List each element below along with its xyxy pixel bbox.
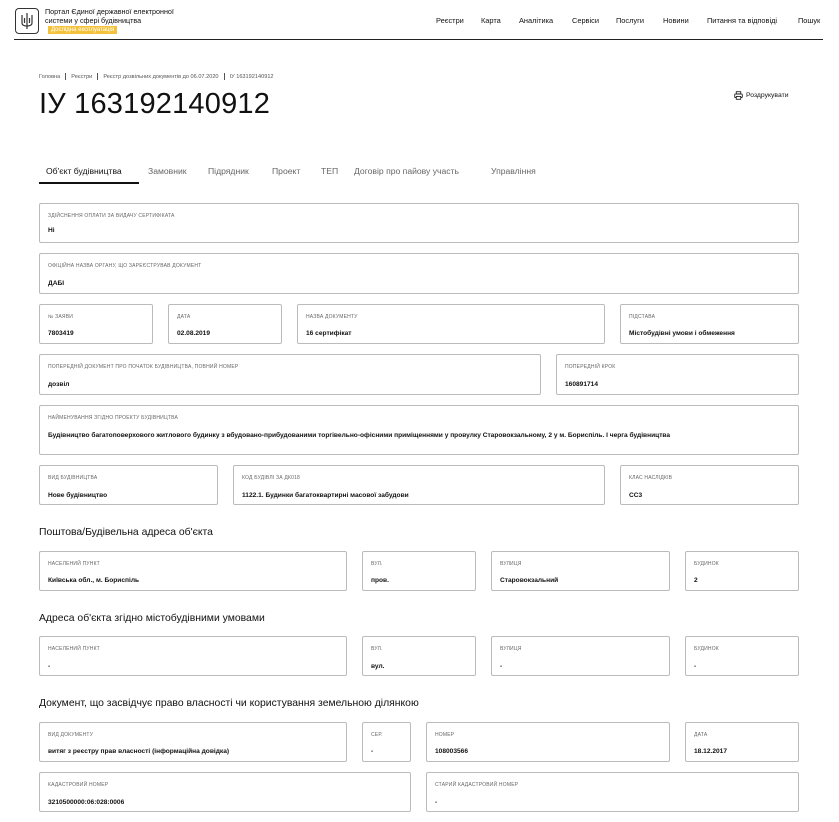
field-label: КАДАСТРОВИЙ НОМЕР [48, 782, 109, 788]
field-value: 16 сертифікат [306, 330, 352, 337]
nav-services-paid[interactable]: Послуги [616, 16, 644, 25]
field-basis [620, 304, 799, 344]
site-header [0, 0, 839, 40]
field-prev-step [556, 354, 799, 395]
nav-analytics[interactable]: Аналітика [519, 16, 554, 25]
field-dk-code [233, 465, 605, 505]
field-label: СТАРИЙ КАДАСТРОВИЙ НОМЕР [435, 782, 519, 788]
field-value: вул. [371, 663, 385, 670]
nav-news[interactable]: Новини [663, 16, 689, 25]
field-label: ПОПЕРЕДНІЙ ДОКУМЕНТ ПРО ПОЧАТОК БУДІВНИЦТВА, ПОВНИЙ НОМЕР [48, 364, 239, 370]
field-label: ДАТА [694, 732, 708, 738]
tab-management[interactable]: Управління [491, 166, 536, 176]
field-build-type [39, 465, 218, 505]
field-doc-name [297, 304, 605, 344]
portal-name-text: Портал Єдиної державної електронної системи у сфері будівництва [45, 7, 174, 25]
field-cond-building [685, 636, 799, 676]
field-label: СЕР. [371, 732, 383, 738]
active-tab-indicator [39, 182, 139, 184]
field-value: Київська обл., м. Бориспіль [48, 577, 140, 584]
section-title-postal: Поштова/Будівельна адреса об'єкта [39, 527, 213, 538]
field-land-series [362, 722, 411, 762]
section-title-land: Документ, що засвідчує право власності чи користування земельною ділянкою [39, 698, 419, 709]
field-label: НАЙМЕНУВАННЯ ЗГІДНО ПРОЕКТУ БУДІВНИЦТВА [48, 415, 179, 421]
field-value: Будівництво багатоповерхового житлового будинку з вбудовано-прибудованими торгівельно-офісними приміщеннями у провулку Старовокзальному, 2 у м. Бориспіль. І черга будівництва [48, 432, 671, 439]
header-divider [14, 39, 823, 40]
field-value: Нове будівництво [48, 492, 108, 499]
printer-icon [734, 91, 743, 100]
field-label: ВИД БУДІВНИЦТВА [48, 475, 98, 481]
field-label: ВУЛ. [371, 561, 383, 567]
field-cond-settlement [39, 636, 347, 676]
field-label: ПІДСТАВА [629, 314, 656, 320]
breadcrumb-separator [97, 73, 98, 80]
tab-contractor[interactable]: Підрядник [208, 166, 249, 176]
tab-shared-contract[interactable]: Договір про пайову участь [354, 166, 460, 176]
field-label: КЛАС НАСЛІДКІВ [629, 475, 673, 481]
field-prev-doc [39, 354, 541, 395]
field-cond-street-type [362, 636, 476, 676]
field-postal-street [491, 551, 670, 591]
tab-object[interactable]: Об'єкт будівництва [46, 166, 122, 176]
field-label: ВУЛИЦЯ [500, 646, 522, 652]
field-value: Містобудівні умови і обмеження [629, 330, 735, 337]
tab-project[interactable]: Проект [272, 166, 301, 176]
nav-faq[interactable]: Питання та відповіді [707, 16, 778, 25]
field-label: ПОПЕРЕДНІЙ КРОК [565, 364, 616, 370]
breadcrumb [39, 73, 274, 80]
print-button[interactable] [734, 91, 789, 100]
field-label: БУДИНОК [694, 561, 719, 567]
breadcrumb-separator [65, 73, 66, 80]
field-value: 2 [694, 577, 698, 584]
breadcrumb-home[interactable]: Головна [39, 73, 61, 80]
field-postal-settlement [39, 551, 347, 591]
field-value: СС3 [629, 492, 643, 499]
field-value: Старовокзальний [500, 577, 559, 584]
print-label: Роздрукувати [746, 92, 789, 99]
field-label: НОМЕР [435, 732, 455, 738]
field-old-cadastral [426, 772, 799, 812]
field-date [168, 304, 282, 344]
field-value: 3210500000:06:028:0006 [48, 799, 125, 806]
field-label: КОД БУДІВЛІ ЗА ДК018 [242, 475, 301, 481]
field-cc-class [620, 465, 799, 505]
field-label: НАЗВА ДОКУМЕНТУ [306, 314, 358, 320]
field-label: ДАТА [177, 314, 191, 320]
field-value: 1122.1. Будинки багатоквартирні масової забудови [242, 492, 409, 499]
field-label: НАСЕЛЕНИЙ ПУНКТ [48, 646, 100, 652]
field-app-number [39, 304, 153, 344]
field-value: Ні [48, 227, 55, 234]
beta-badge: Дослідна експлуатація [48, 26, 117, 34]
field-authority [39, 253, 799, 294]
field-value: ДАБІ [48, 280, 65, 287]
field-value: 02.08.2019 [177, 330, 211, 337]
field-payment [39, 203, 799, 243]
field-cadastral [39, 772, 411, 812]
nav-search[interactable]: Пошук [798, 16, 821, 25]
field-project-name [39, 405, 799, 455]
breadcrumb-registries[interactable]: Реєстри [71, 73, 93, 80]
field-label: ЗДІЙСНЕННЯ ОПЛАТИ ЗА ВИДАЧУ СЕРТИФІКАТА [48, 213, 175, 219]
field-value: - [371, 748, 374, 755]
breadcrumb-separator [224, 73, 225, 80]
tab-tep[interactable]: ТЕП [321, 166, 339, 176]
field-value: дозвіл [48, 381, 70, 388]
breadcrumb-current: ІУ 163192140912 [229, 73, 274, 80]
field-postal-street-type [362, 551, 476, 591]
field-value: пров. [371, 577, 389, 584]
field-value: - [435, 799, 438, 806]
field-value: витяг з реєстру прав власності (інформаційна довідка) [48, 748, 230, 755]
field-label: ВИД ДОКУМЕНТУ [48, 732, 94, 738]
nav-map[interactable]: Карта [481, 16, 501, 25]
field-value: - [500, 663, 503, 670]
page-title: ІУ 163192140912 [39, 88, 271, 120]
field-value: 108003566 [435, 748, 469, 755]
nav-registries[interactable]: Реєстри [436, 16, 464, 25]
field-land-number [426, 722, 670, 762]
field-value: 160891714 [565, 381, 599, 388]
section-title-conditions: Адреса об'єкта згідно містобудівними умовами [39, 613, 265, 624]
field-value: - [48, 663, 51, 670]
field-land-date [685, 722, 799, 762]
field-value: 7803419 [48, 330, 74, 337]
field-value: 18.12.2017 [694, 748, 728, 755]
field-label: ВУЛ. [371, 646, 383, 652]
field-value: - [694, 663, 697, 670]
field-label: № ЗАЯВИ [48, 314, 74, 320]
field-label: ВУЛИЦЯ [500, 561, 522, 567]
field-postal-building [685, 551, 799, 591]
nav-services[interactable]: Сервіси [572, 16, 599, 25]
field-label: НАСЕЛЕНИЙ ПУНКТ [48, 561, 100, 567]
field-label: ОФІЦІЙНА НАЗВА ОРГАНУ, ЩО ЗАРЕЄСТРУВАВ ДОКУМЕНТ [48, 263, 202, 269]
field-label: БУДИНОК [694, 646, 719, 652]
field-cond-street [491, 636, 670, 676]
field-land-doc-type [39, 722, 347, 762]
breadcrumb-registry[interactable]: Реєстр дозвільних документів до 06.07.2020 [103, 73, 219, 80]
tab-customer[interactable]: Замовник [148, 166, 187, 176]
main-nav [0, 16, 839, 26]
